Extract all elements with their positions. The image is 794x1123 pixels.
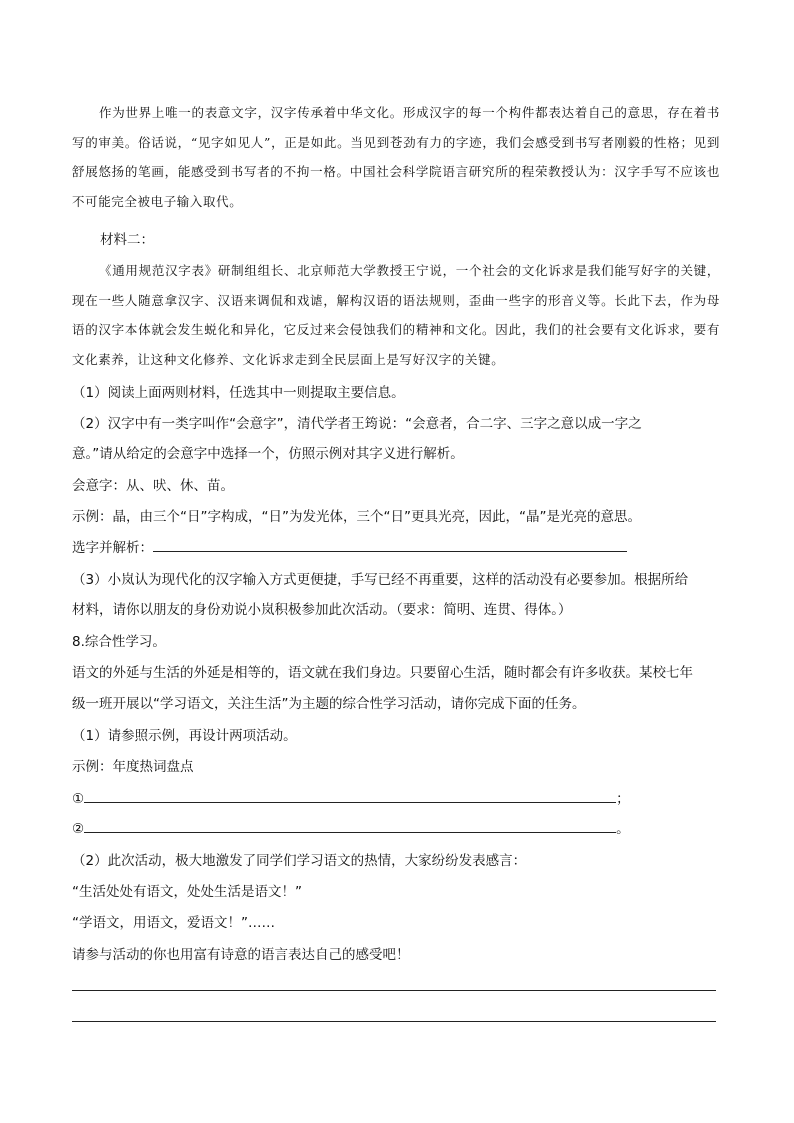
material-two-paragraph: 《通用规范汉字表》研制组组长、北京师范大学教授王宁说，一个社会的文化诉求是我们能写好字的关键，现在一些人随意拿汉字、汉语来调侃和戏谑，解构汉语的语法规则，歪曲一些字的形音义等。长此下去，作为母语的汉字本体就会发生蜕化和异化，它反过来会侵蚀我们的精神和文化。因此，我们的社会要有文化诉求，要有文化素养，让这种文化修养、文化诉求走到全民层面上是写好汉字的关键。	[72, 263, 720, 367]
q7-answer-row	[72, 538, 627, 558]
q8-sub2: （2）此次活动，极大地激发了同学们学习语文的热情，大家纷纷发表感言：	[72, 853, 527, 869]
q8-blank2-label: ②	[72, 821, 85, 837]
q8-blank-row-2	[72, 819, 630, 839]
q8-blank1-line[interactable]	[84, 790, 616, 803]
q8-title: 8.综合性学习。	[72, 634, 166, 650]
q8-prompt: 请参与活动的你也用富有诗意的语言表达自己的感受吧！	[72, 947, 410, 963]
q8-quote1: “生活处处有语文，处处生活是语文！”	[72, 884, 302, 900]
q7-sub2-line1: （2）汉字中有一类字叫作“会意字”，清代学者王筠说：“会意者，合二字、三字之意以成一字之	[72, 416, 642, 432]
answer-line-2[interactable]	[72, 1021, 716, 1022]
q8-blank2-end: 。	[616, 821, 630, 837]
material-two-heading: 材料二：	[100, 232, 154, 248]
q7-example: 示例：晶，由三个“日”字构成，“日”为发光体，三个“日”更具光亮，因此，“晶”是光亮的意思。	[72, 509, 641, 525]
q7-sub3-line1: （3）小岚认为现代化的汉字输入方式更便捷，手写已经不再重要，这样的活动没有必要参加。根据所给	[72, 572, 689, 588]
answer-line-1[interactable]	[72, 990, 716, 991]
q8-example: 示例：年度热词盘点	[72, 759, 194, 775]
q7-sub3-line2: 材料，请你以朋友的身份劝说小岚积极参加此次活动。（要求：简明、连贯、得体。）	[72, 602, 572, 618]
q8-intro-line1: 语文的外延与生活的外延是相等的，语文就在我们身边。只要留心生活，随时都会有许多收获。某校七年	[72, 665, 693, 681]
q8-blank2-line[interactable]	[84, 820, 616, 833]
q7-answer-blank[interactable]	[153, 539, 627, 552]
q8-intro-line2: 级一班开展以“学习语文，关注生活”为主题的综合性学习活动，请你完成下面的任务。	[72, 696, 586, 712]
q8-blank1-end: ；	[616, 791, 630, 807]
q8-sub1: （1）请参照示例，再设计两项活动。	[72, 728, 297, 744]
q8-quote2: “学语文，用语文，爱语文！”……	[72, 915, 275, 931]
q8-blank-row-1	[72, 789, 630, 809]
material-one-paragraph: 作为世界上唯一的表意文字，汉字传承着中华文化。形成汉字的每一个构件都表达着自己的意思，存在着书写的审美。俗话说，“见字如见人”，正是如此。当见到苍劲有力的字迹，我们会感受到书写者刚毅的性格；见到舒展悠扬的笔画，能感受到书写者的不拘一格。中国社会科学院语言研究所的程荣教授认为：汉字手写不应该也不可能完全被电子输入取代。	[72, 105, 720, 209]
q7-sub1: （1）阅读上面两则材料，任选其中一则提取主要信息。	[72, 385, 405, 401]
q7-characters: 会意字：从、吠、休、苗。	[72, 478, 234, 494]
q7-answer-label: 选字并解析：	[72, 540, 153, 556]
q7-sub2-line2: 意。”请从给定的会意字中选择一个，仿照示例对其字义进行解析。	[72, 446, 464, 462]
q8-blank1-label: ①	[72, 791, 85, 807]
